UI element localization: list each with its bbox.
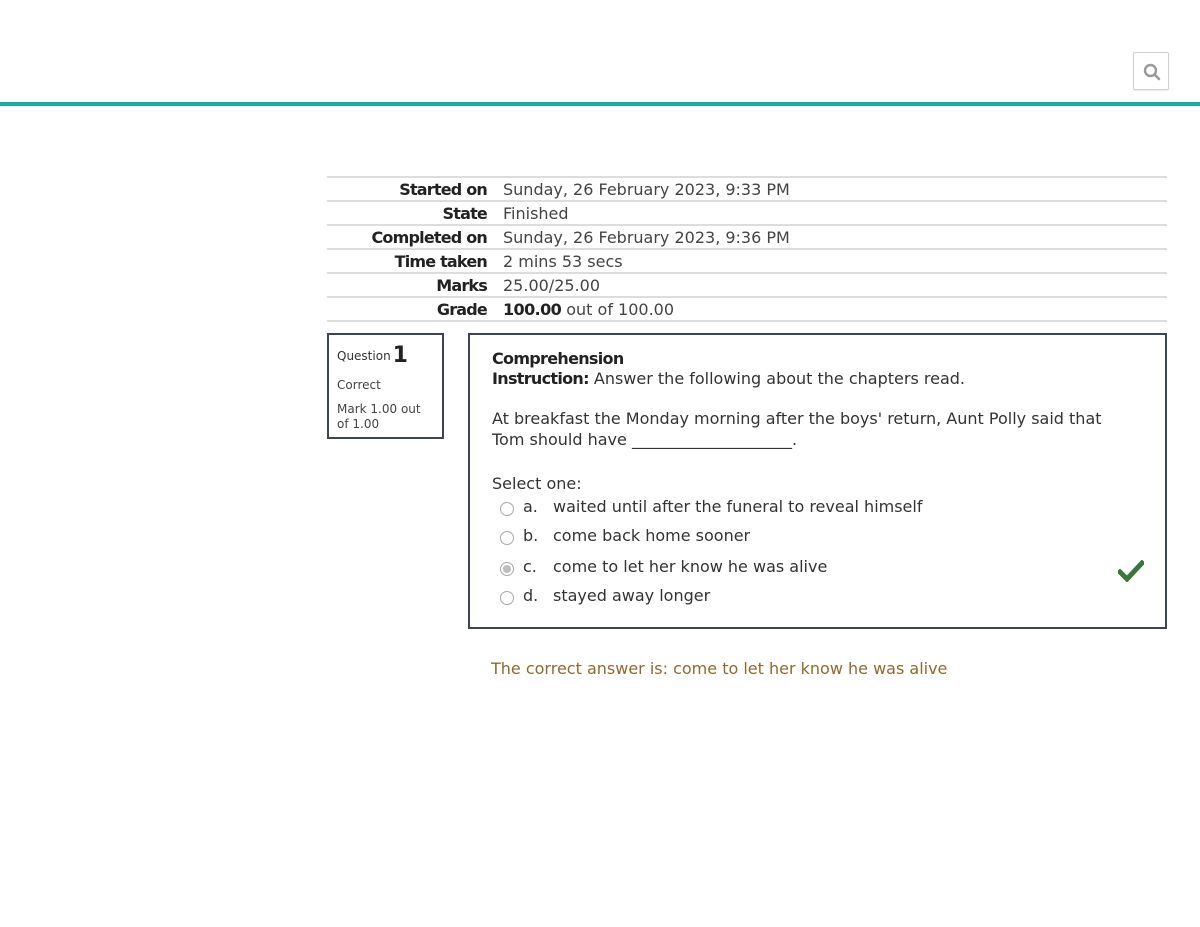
instruction-label: Instruction: xyxy=(492,369,589,388)
summary-value xyxy=(503,297,1167,321)
instruction-text: Answer the following about the chapters read. xyxy=(588,369,965,388)
summary-value: 2 mins 53 secs xyxy=(503,252,623,271)
quiz-summary-table xyxy=(327,176,1167,322)
option-letter: b. xyxy=(523,526,539,545)
top-navbar xyxy=(0,0,1200,106)
option-letter: c. xyxy=(523,557,537,576)
checkmark-icon xyxy=(1118,560,1144,582)
summary-label: Grade xyxy=(436,300,487,319)
radio-button[interactable] xyxy=(500,502,514,516)
summary-value: Sunday, 26 February 2023, 9:36 PM xyxy=(503,228,790,247)
summary-row-marks xyxy=(327,273,1167,297)
radio-button[interactable] xyxy=(500,591,514,605)
grade-out-of: out of 100.00 xyxy=(561,300,675,319)
option-text: stayed away longer xyxy=(553,586,711,605)
search-icon xyxy=(1142,62,1162,82)
question-instruction xyxy=(492,369,965,388)
summary-label: Time taken xyxy=(394,252,487,271)
question-number: 1 xyxy=(392,343,408,368)
option-text: come back home sooner xyxy=(553,526,751,545)
question-info-box xyxy=(327,333,444,439)
question-label: Question xyxy=(337,349,391,363)
grade-score: 100.00 xyxy=(503,300,562,319)
question-title: Comprehension xyxy=(492,349,624,368)
summary-value: 25.00/25.00 xyxy=(503,276,600,295)
select-one-label: Select one: xyxy=(492,474,582,493)
question-content-box xyxy=(468,333,1167,629)
radio-button-selected[interactable] xyxy=(500,562,514,576)
correct-answer-feedback: The correct answer is: come to let her know he was alive xyxy=(491,659,948,678)
question-text: At breakfast the Monday morning after the boys' return, Aunt Polly said that Tom should have ____________________. xyxy=(492,409,1102,449)
option-letter: a. xyxy=(523,497,538,516)
summary-label: Started on xyxy=(399,180,487,199)
summary-label: Marks xyxy=(436,276,487,295)
summary-row-grade xyxy=(327,297,1167,321)
option-letter: d. xyxy=(523,586,539,605)
option-text: waited until after the funeral to reveal himself xyxy=(553,497,923,516)
summary-row-completed xyxy=(327,225,1167,249)
search-button[interactable] xyxy=(1133,52,1169,90)
summary-label: State xyxy=(442,204,487,223)
summary-label: Completed on xyxy=(371,228,487,247)
question-mark: Mark 1.00 out of 1.00 xyxy=(337,402,421,431)
summary-row-started xyxy=(327,177,1167,201)
summary-row-state xyxy=(327,201,1167,225)
option-text: come to let her know he was alive xyxy=(553,557,828,576)
question-state: Correct xyxy=(337,378,381,392)
summary-value: Finished xyxy=(503,204,569,223)
radio-button[interactable] xyxy=(500,531,514,545)
summary-value: Sunday, 26 February 2023, 9:33 PM xyxy=(503,180,790,199)
question-number-line xyxy=(337,343,434,368)
summary-row-time-taken xyxy=(327,249,1167,273)
